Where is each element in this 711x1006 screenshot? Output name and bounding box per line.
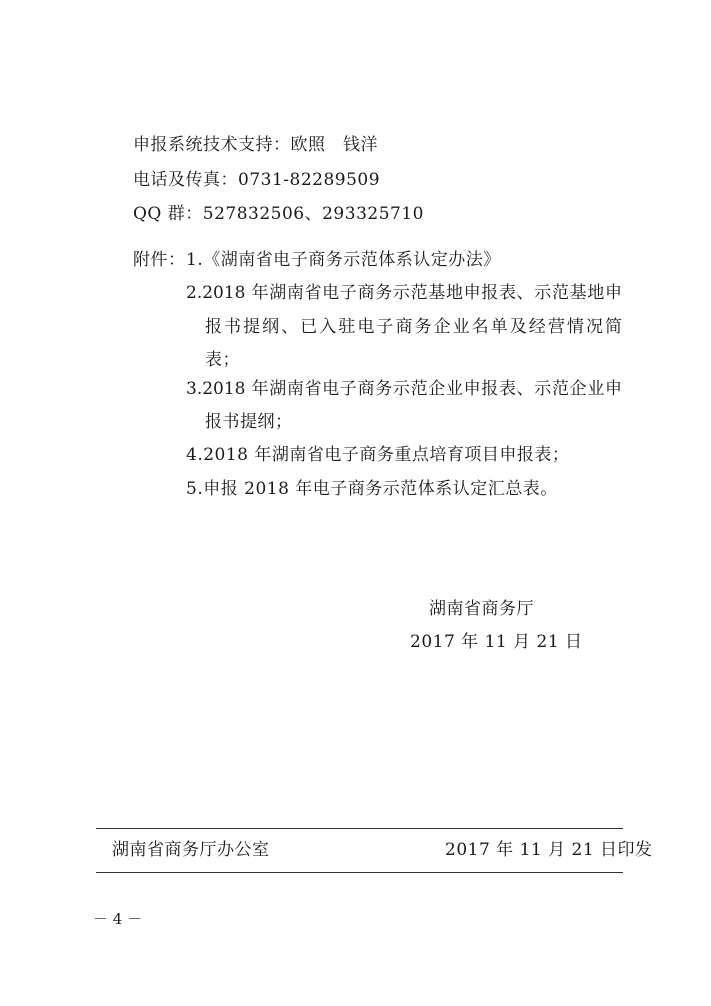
attachment-item-2-line-1: 2.2018 年湖南省电子商务示范基地申报表、示范基地申 — [186, 283, 622, 303]
signature-date: 2017 年 11 月 21 日 — [410, 632, 583, 652]
attachments-prefix: 附件： — [133, 250, 186, 270]
tech-support-line: 申报系统技术支持：欧照 钱洋 — [133, 135, 378, 155]
attachment-item-4: 4.2018 年湖南省电子商务重点培育项目申报表； — [186, 445, 570, 465]
attachment-item-2-line-2: 报书提纲、已入驻电子商务企业名单及经营情况简 — [205, 317, 622, 337]
footer-top-rule — [96, 828, 623, 829]
attachment-item-5: 5.申报 2018 年电子商务示范体系认定汇总表。 — [186, 479, 558, 499]
attachment-item-2-line-3: 表； — [205, 350, 240, 370]
attachment-item-3-line-1: 3.2018 年湖南省电子商务示范企业申报表、示范企业申 — [186, 379, 622, 399]
page-number: － 4 － — [93, 910, 143, 928]
signature-org: 湖南省商务厅 — [429, 599, 534, 619]
phone-fax-line: 电话及传真：0731-82289509 — [133, 170, 381, 190]
footer-print-date: 2017 年 11 月 21 日印发 — [445, 840, 653, 860]
attachment-item-3-line-2: 报书提纲； — [205, 412, 293, 432]
footer-office: 湖南省商务厅办公室 — [112, 840, 270, 860]
qq-group-line: QQ 群：527832506、293325710 — [133, 204, 424, 224]
footer-bottom-rule — [96, 872, 623, 873]
attachment-item-1: 1.《湖南省电子商务示范体系认定办法》 — [186, 250, 501, 270]
